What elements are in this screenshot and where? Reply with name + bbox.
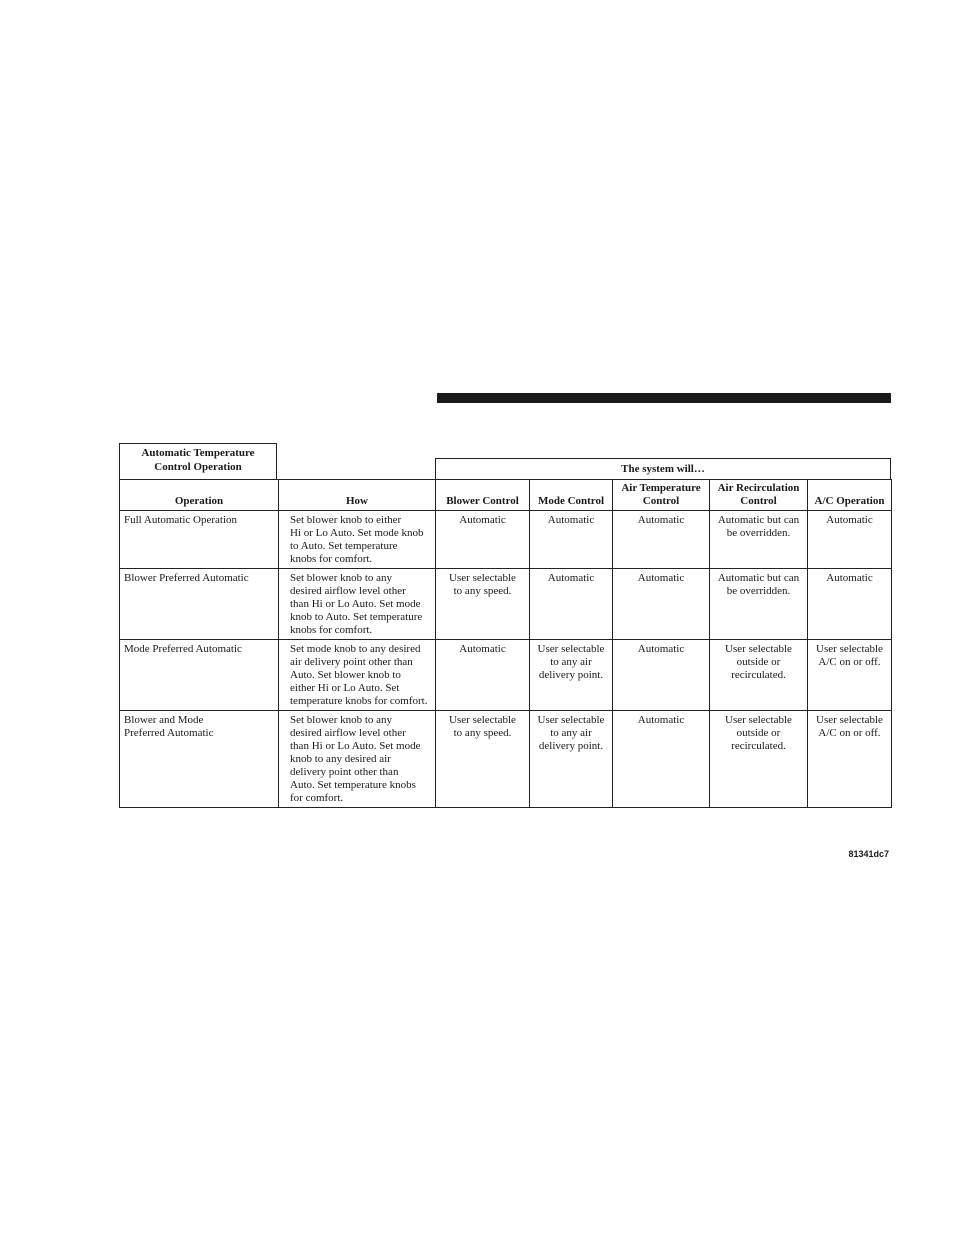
cell-line: outside or bbox=[736, 656, 781, 668]
operations-table bbox=[119, 479, 892, 808]
cell-how bbox=[279, 569, 436, 640]
cell-operation bbox=[120, 640, 279, 711]
cell-air-temperature-control bbox=[613, 711, 710, 808]
cell-line: knobs for comfort. bbox=[290, 553, 373, 565]
cell-line: Hi or Lo Auto. Set mode knob bbox=[290, 527, 424, 539]
cell-line: Set mode knob to any desired bbox=[290, 643, 421, 655]
column-header-mode-control: Mode Control bbox=[530, 480, 613, 511]
cell-line: delivery point. bbox=[538, 740, 604, 752]
cell-line: Full Automatic Operation bbox=[124, 514, 238, 526]
cell-mode-control bbox=[530, 711, 613, 808]
cell-line: Auto. Set temperature knobs bbox=[290, 779, 416, 791]
cell-air-temperature-control bbox=[613, 511, 710, 569]
cell-line: Set blower knob to either bbox=[290, 514, 402, 526]
cell-line: Automatic bbox=[547, 514, 595, 526]
cell-ac-operation bbox=[808, 511, 892, 569]
cell-line: User selectable bbox=[725, 643, 792, 655]
cell-line: User selectable bbox=[816, 714, 883, 726]
cell-line: for comfort. bbox=[290, 792, 344, 804]
cell-line: Blower and Mode bbox=[124, 714, 204, 726]
cell-how bbox=[279, 711, 436, 808]
cell-blower-control bbox=[436, 711, 530, 808]
cell-operation bbox=[120, 569, 279, 640]
cell-air-recirculation-control bbox=[710, 511, 808, 569]
cell-blower-control bbox=[436, 569, 530, 640]
table-row bbox=[120, 640, 892, 711]
column-header-blower-control: Blower Control bbox=[436, 480, 530, 511]
cell-air-temperature-control bbox=[613, 569, 710, 640]
cell-line: than Hi or Lo Auto. Set mode bbox=[290, 740, 421, 752]
cell-line: Automatic but can bbox=[717, 572, 800, 584]
cell-line: Automatic bbox=[459, 514, 506, 526]
header-line: Air Recirculation bbox=[717, 482, 800, 494]
cell-line: User selectable bbox=[449, 572, 516, 584]
header-line: Control bbox=[642, 495, 680, 507]
cell-line: knobs for comfort. bbox=[290, 624, 373, 636]
table-corner-title bbox=[119, 443, 277, 479]
cell-line: delivery point. bbox=[538, 669, 604, 681]
cell-air-temperature-control bbox=[613, 640, 710, 711]
cell-line: Automatic bbox=[459, 643, 506, 655]
cell-line: to any air bbox=[550, 656, 592, 668]
cell-line: Automatic bbox=[826, 514, 873, 526]
cell-air-recirculation-control bbox=[710, 569, 808, 640]
cell-how bbox=[279, 511, 436, 569]
cell-line: knob to Auto. Set temperature bbox=[290, 611, 423, 623]
cell-mode-control bbox=[530, 511, 613, 569]
cell-air-recirculation-control bbox=[710, 711, 808, 808]
column-header-ac-operation: A/C Operation bbox=[808, 480, 892, 511]
cell-line: User selectable bbox=[725, 714, 792, 726]
section-rule bbox=[437, 393, 891, 403]
cell-line: A/C on or off. bbox=[818, 727, 881, 739]
cell-line: be overridden. bbox=[726, 585, 791, 597]
cell-operation bbox=[120, 511, 279, 569]
column-header-operation: Operation bbox=[120, 480, 279, 511]
cell-line: Preferred Automatic bbox=[124, 727, 214, 739]
cell-line: desired airflow level other bbox=[290, 585, 406, 597]
cell-how bbox=[279, 640, 436, 711]
cell-line: to any air bbox=[550, 727, 592, 739]
cell-ac-operation bbox=[808, 640, 892, 711]
cell-line: Auto. Set blower knob to bbox=[290, 669, 401, 681]
cell-line: to Auto. Set temperature bbox=[290, 540, 398, 552]
header-line: Air Temperature bbox=[621, 482, 701, 494]
cell-line: knob to any desired air bbox=[290, 753, 391, 765]
cell-line: be overridden. bbox=[726, 527, 791, 539]
cell-ac-operation bbox=[808, 569, 892, 640]
cell-operation bbox=[120, 711, 279, 808]
cell-line: air delivery point other than bbox=[290, 656, 413, 668]
cell-line: Automatic bbox=[637, 514, 685, 526]
column-header-air-recirculation-control bbox=[710, 480, 808, 511]
cell-line: Set blower knob to any bbox=[290, 714, 393, 726]
cell-line: Mode Preferred Automatic bbox=[124, 643, 242, 655]
corner-title-line: Control Operation bbox=[154, 461, 242, 473]
cell-line: recirculated. bbox=[731, 740, 786, 752]
cell-line: Automatic bbox=[637, 643, 685, 655]
cell-blower-control bbox=[436, 640, 530, 711]
cell-line: Automatic bbox=[637, 714, 685, 726]
cell-line: Set blower knob to any bbox=[290, 572, 393, 584]
cell-line: Blower Preferred Automatic bbox=[124, 572, 249, 584]
cell-ac-operation bbox=[808, 711, 892, 808]
table-row bbox=[120, 711, 892, 808]
table-row bbox=[120, 569, 892, 640]
cell-line: A/C on or off. bbox=[818, 656, 881, 668]
cell-line: than Hi or Lo Auto. Set mode bbox=[290, 598, 421, 610]
cell-line: recirculated. bbox=[731, 669, 786, 681]
figure-id: 81341dc7 bbox=[848, 849, 889, 859]
table-group-header: The system will… bbox=[435, 458, 891, 480]
table-row bbox=[120, 511, 892, 569]
cell-line: desired airflow level other bbox=[290, 727, 406, 739]
cell-line: User selectable bbox=[537, 714, 605, 726]
cell-line: delivery point other than bbox=[290, 766, 399, 778]
cell-mode-control bbox=[530, 569, 613, 640]
cell-line: Automatic bbox=[826, 572, 873, 584]
cell-line: to any speed. bbox=[453, 585, 512, 597]
cell-line: User selectable bbox=[537, 643, 605, 655]
cell-line: User selectable bbox=[449, 714, 516, 726]
cell-line: temperature knobs for comfort. bbox=[290, 695, 428, 707]
column-header-air-temperature-control bbox=[613, 480, 710, 511]
corner-title-line: Automatic Temperature bbox=[141, 447, 255, 459]
cell-blower-control bbox=[436, 511, 530, 569]
column-header-how: How bbox=[279, 480, 436, 511]
header-line: Control bbox=[740, 495, 777, 507]
cell-mode-control bbox=[530, 640, 613, 711]
cell-line: either Hi or Lo Auto. Set bbox=[290, 682, 400, 694]
cell-line: Automatic but can bbox=[717, 514, 800, 526]
table-header-row bbox=[120, 480, 892, 511]
cell-line: Automatic bbox=[637, 572, 685, 584]
cell-line: outside or bbox=[736, 727, 781, 739]
cell-line: Automatic bbox=[547, 572, 595, 584]
cell-line: to any speed. bbox=[453, 727, 512, 739]
cell-line: User selectable bbox=[816, 643, 883, 655]
cell-air-recirculation-control bbox=[710, 640, 808, 711]
